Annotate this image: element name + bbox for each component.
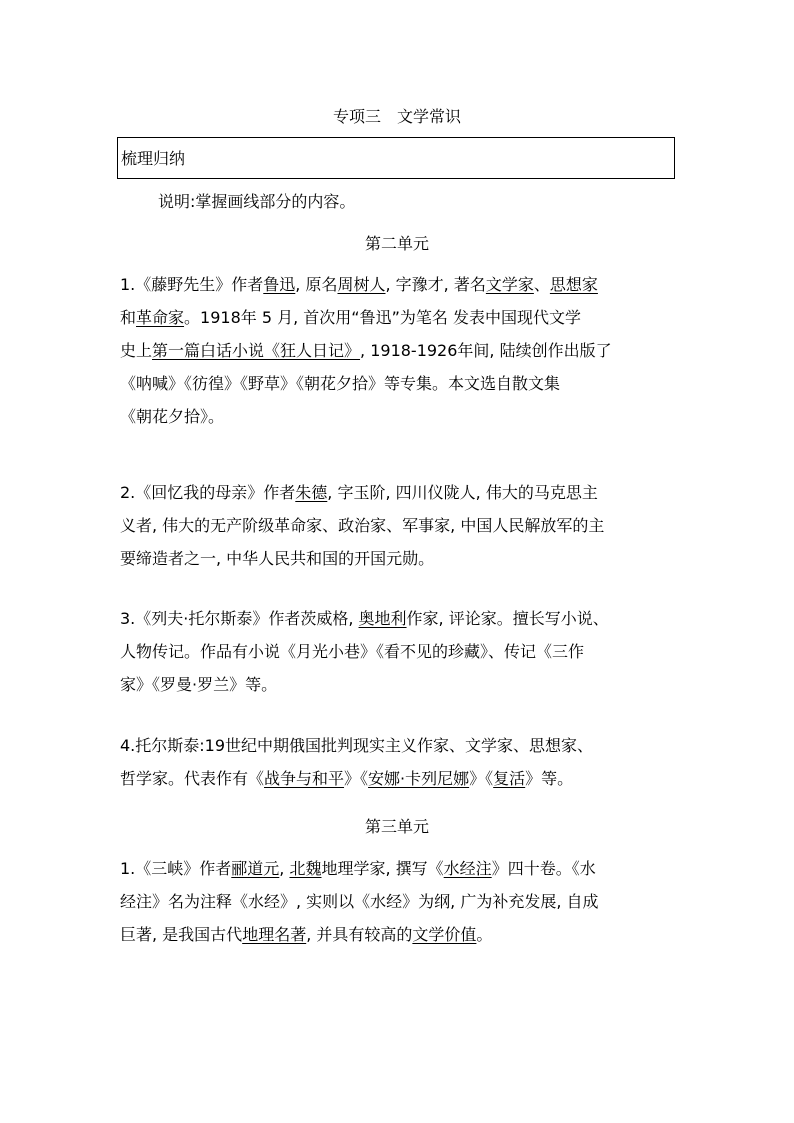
text-line [120, 762, 680, 795]
instruction-note: 说明:掌握画线部分的内容。 [158, 192, 356, 211]
text-line [120, 602, 680, 635]
paragraph-tolstoy-essay [120, 602, 680, 701]
text-run: 》四十卷。《水 [491, 859, 596, 878]
unit-heading-3: 第三单元 [364, 817, 429, 836]
underlined-text: 革命家 [136, 308, 185, 327]
text-line [120, 268, 680, 301]
text-run: , 1918-1926年间, 陆续创作出版了 [360, 341, 612, 360]
text-run: 、 [533, 275, 550, 294]
text-run: , 原名 [295, 275, 338, 294]
text-run: 》《 [469, 769, 494, 788]
text-run: 》等。 [525, 769, 574, 788]
text-run: 1.《藤野先生》作者 [120, 275, 264, 294]
section-box-label: 梳理归纳 [121, 149, 186, 168]
title-part2: 文学常识 [397, 107, 462, 126]
text-line: 要缔造者之一, 中华人民共和国的开国元勋。 [120, 549, 435, 568]
section-box [117, 137, 675, 179]
text-run: , 字豫才, 著名 [385, 275, 486, 294]
unit-heading-2: 第二单元 [364, 234, 429, 253]
text-line: 经注》名为注释《水经》, 实则以《水经》为纲, 广为补充发展, 自成 [120, 892, 599, 911]
underlined-text: 战争与和平 [264, 769, 345, 788]
underlined-text: 水经注 [443, 859, 492, 878]
page-title [0, 106, 794, 128]
text-line [120, 918, 680, 951]
text-run: 史上 [120, 341, 153, 360]
paragraph-tolstoy [120, 729, 680, 795]
underlined-text: 奥地利 [358, 609, 407, 628]
text-line: 义者, 伟大的无产阶级革命家、政治家、军事家, 中国人民解放军的主 [120, 516, 605, 535]
text-run: 哲学家。代表作有《 [120, 769, 265, 788]
title-part1: 专项三 [332, 107, 381, 126]
text-run: 1.《三峡》作者 [120, 859, 232, 878]
text-run: 。1918年 5 月, 首次用“鲁迅”为笔名 发表中国现代文学 [184, 308, 581, 327]
underlined-text: 思想家 [549, 275, 598, 294]
text-run: 地理学家, 撰写《 [321, 859, 444, 878]
underlined-text: 复活 [493, 769, 526, 788]
text-line [120, 334, 680, 367]
text-run: 。 [476, 925, 493, 944]
paragraph-mother [120, 476, 680, 575]
text-run: 巨著, 是我国古代 [120, 925, 243, 944]
text-line [120, 852, 680, 885]
underlined-text: 北魏 [289, 859, 322, 878]
text-line: 人物传记。作品有小说《月光小巷》《看不见的珍藏》、传记《三作 [120, 642, 585, 661]
text-run: 》《 [344, 769, 369, 788]
text-run: 和 [120, 308, 137, 327]
underlined-text: 文学家 [485, 275, 534, 294]
text-run: 2.《回忆我的母亲》作者 [120, 483, 296, 502]
text-run: 3.《列夫·托尔斯泰》作者茨威格, [120, 609, 359, 628]
text-line [120, 301, 680, 334]
text-line: 《呐喊》《彷徨》《野草》《朝花夕拾》等专集。本文选自散文集 [120, 374, 561, 393]
text-line: 家》《罗曼·罗兰》等。 [120, 675, 278, 694]
text-run: , 字玉阶, 四川仪陇人, 伟大的马克思主 [327, 483, 598, 502]
underlined-text: 鲁迅 [263, 275, 296, 294]
text-line [120, 476, 680, 509]
paragraph-sanxia [120, 852, 680, 951]
underlined-text: 朱德 [295, 483, 328, 502]
text-run: , [279, 859, 290, 878]
underlined-text: 地理名著 [242, 925, 307, 944]
underlined-text: 郦道元 [231, 859, 280, 878]
text-run: , 并具有较高的 [306, 925, 413, 944]
underlined-text: 文学价值 [412, 925, 477, 944]
paragraph-tengye [120, 268, 680, 433]
text-line: 4.托尔斯泰:19世纪中期俄国批判现实主义作家、文学家、思想家、 [120, 736, 594, 755]
underlined-text: 安娜·卡列尼娜 [368, 769, 470, 788]
text-run: 作家, 评论家。擅长写小说、 [406, 609, 609, 628]
text-line: 《朝花夕拾》。 [120, 407, 225, 426]
underlined-text: 周树人 [337, 275, 386, 294]
underlined-text: 第一篇白话小说《狂人日记》 [152, 341, 361, 360]
